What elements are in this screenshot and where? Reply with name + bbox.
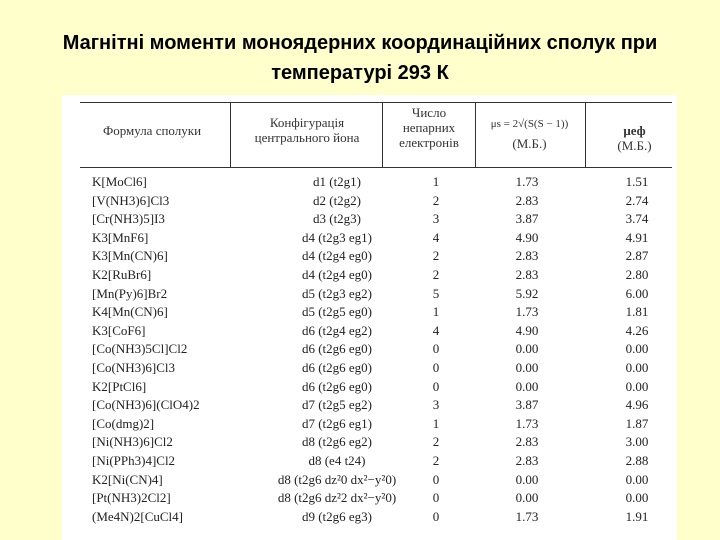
mu-eff-cell: 0.00 bbox=[625, 360, 649, 375]
mu-eff-cell: 0.00 bbox=[625, 378, 649, 394]
table-row bbox=[62, 173, 677, 191]
formula-cell: [V(NH3)6]Cl3 bbox=[92, 192, 170, 208]
mu-eff-cell: 1.81 bbox=[625, 304, 649, 320]
mu-s-cell: 0.00 bbox=[515, 341, 539, 357]
formula-cell: K2[Ni(CN)4] bbox=[92, 471, 163, 487]
table-row bbox=[62, 452, 677, 470]
mu-eff-cell: 2.88 bbox=[625, 453, 649, 468]
config-cell: d4 (t2g4 eg0) bbox=[301, 267, 373, 282]
mu-s-cell: 1.73 bbox=[515, 415, 539, 431]
config-cell: d6 (t2g6 eg0) bbox=[301, 378, 373, 394]
unpaired-cell: 3 bbox=[432, 397, 440, 413]
formula-cell: [Pt(NH3)2Cl2] bbox=[92, 490, 171, 506]
header-mu-s bbox=[477, 117, 582, 151]
unpaired-cell: 0 bbox=[432, 341, 440, 357]
mu-s-cell: 3.87 bbox=[515, 211, 539, 227]
table-row bbox=[62, 489, 677, 507]
mu-eff-cell: 1.87 bbox=[625, 415, 649, 431]
header-unpaired bbox=[384, 105, 474, 150]
unpaired-cell: 4 bbox=[432, 322, 440, 338]
formula-cell: (Me4N)2[CuCl4] bbox=[92, 508, 183, 524]
mu-eff-cell: 6.00 bbox=[625, 285, 649, 301]
config-cell: d8 (t2g6 eg2) bbox=[301, 434, 373, 450]
config-cell: d8 (t2g6 dz²2 dx²−y²0) bbox=[277, 490, 397, 506]
formula-cell: [Ni(NH3)6]Cl2 bbox=[92, 434, 173, 450]
header-config-line2: центрального йона bbox=[254, 130, 360, 145]
header-divider-3 bbox=[475, 102, 476, 167]
mu-eff-cell: 4.26 bbox=[625, 322, 649, 338]
mu-eff-cell: 1.91 bbox=[625, 508, 649, 524]
unpaired-cell: 1 bbox=[432, 304, 440, 320]
mu-s-cell: 0.00 bbox=[515, 378, 539, 394]
table-row bbox=[62, 471, 677, 489]
unpaired-cell: 4 bbox=[432, 229, 440, 245]
config-cell: d5 (t2g5 eg0) bbox=[301, 304, 373, 320]
mu-s-cell: 1.73 bbox=[515, 174, 539, 189]
mu-s-cell: 2.83 bbox=[515, 453, 539, 468]
config-cell: d4 (t2g4 eg0) bbox=[301, 248, 373, 264]
unpaired-cell: 3 bbox=[432, 211, 440, 227]
table-row bbox=[62, 285, 677, 303]
header-mu-eff-symbol: μеф bbox=[623, 123, 646, 138]
config-cell: d6 (t2g6 eg0) bbox=[301, 341, 373, 357]
config-cell: d7 (t2g6 eg1) bbox=[301, 415, 373, 431]
mu-s-cell: 2.83 bbox=[515, 267, 539, 282]
config-cell: d4 (t2g3 eg1) bbox=[301, 229, 373, 245]
mu-eff-cell: 4.96 bbox=[625, 397, 649, 413]
formula-cell: [Co(NH3)6]Cl3 bbox=[92, 360, 176, 375]
mu-s-cell: 1.73 bbox=[515, 508, 539, 524]
table-row bbox=[62, 415, 677, 433]
table-row bbox=[62, 508, 677, 526]
mu-eff-cell: 2.74 bbox=[625, 192, 649, 208]
formula-cell: K4[Mn(CN)6] bbox=[92, 304, 168, 320]
formula-cell: [Co(NH3)5Cl]Cl2 bbox=[92, 341, 188, 357]
mu-s-cell: 5.92 bbox=[515, 285, 539, 301]
config-cell: d8 (t2g6 dz²0 dx²−y²0) bbox=[277, 471, 397, 487]
config-cell: d9 (t2g6 eg3) bbox=[301, 508, 373, 524]
unpaired-cell: 2 bbox=[432, 192, 440, 208]
table-row bbox=[62, 266, 677, 284]
config-cell: d5 (t2g3 eg2) bbox=[301, 285, 373, 301]
header-divider-2 bbox=[382, 102, 383, 167]
mu-eff-cell: 3.74 bbox=[625, 211, 649, 227]
unpaired-cell: 0 bbox=[432, 490, 440, 506]
unpaired-cell: 2 bbox=[432, 453, 440, 468]
mu-s-cell: 4.90 bbox=[515, 229, 539, 245]
formula-cell: K3[Mn(CN)6] bbox=[92, 248, 168, 264]
mu-eff-cell: 3.00 bbox=[625, 434, 649, 450]
config-cell: d6 (t2g4 eg2) bbox=[301, 322, 373, 338]
mu-eff-cell: 0.00 bbox=[625, 341, 649, 357]
mu-s-cell: 0.00 bbox=[515, 471, 539, 487]
formula-cell: K2[RuBr6] bbox=[92, 267, 152, 282]
mu-s-cell: 0.00 bbox=[515, 490, 539, 506]
mu-s-cell: 2.83 bbox=[515, 434, 539, 450]
formula-cell: [Co(NH3)6](ClO4)2 bbox=[92, 397, 200, 413]
header-unpaired-line1: Число bbox=[411, 105, 447, 120]
unpaired-cell: 0 bbox=[432, 508, 440, 524]
config-cell: d6 (t2g6 eg0) bbox=[301, 360, 373, 375]
table-row bbox=[62, 229, 677, 247]
table-row bbox=[62, 303, 677, 321]
formula-cell: K2[PtCl6] bbox=[92, 378, 147, 394]
config-cell: d8 (e4 t24) bbox=[308, 453, 366, 468]
table-row bbox=[62, 396, 677, 414]
header-unpaired-line2: непарних bbox=[402, 120, 456, 135]
mu-eff-cell: 4.91 bbox=[625, 229, 649, 245]
unpaired-cell: 0 bbox=[432, 360, 440, 375]
formula-cell: [Co(dmg)2] bbox=[92, 415, 155, 431]
header-mu-eff-unit: (М.Б.) bbox=[617, 138, 652, 153]
unpaired-cell: 2 bbox=[432, 434, 440, 450]
mu-s-cell: 3.87 bbox=[515, 397, 539, 413]
unpaired-cell: 0 bbox=[432, 471, 440, 487]
table-row bbox=[62, 340, 677, 358]
header-config-line1: Конфігурація bbox=[269, 115, 345, 130]
table-row bbox=[62, 322, 677, 340]
mu-s-cell: 0.00 bbox=[515, 360, 539, 375]
formula-cell: K3[MnF6] bbox=[92, 229, 149, 245]
config-cell: d3 (t2g3) bbox=[312, 211, 362, 227]
unpaired-cell: 2 bbox=[432, 248, 440, 264]
config-cell: d7 (t2g5 eg2) bbox=[301, 397, 373, 413]
unpaired-cell: 1 bbox=[432, 174, 440, 189]
header-bottom-rule bbox=[80, 167, 672, 168]
header-mu-eff bbox=[597, 123, 672, 153]
config-cell: d1 (t2g1) bbox=[312, 174, 362, 189]
mu-s-cell: 2.83 bbox=[515, 192, 539, 208]
unpaired-cell: 2 bbox=[432, 267, 440, 282]
table-row bbox=[62, 359, 677, 377]
header-mu-s-formula: μs = 2√(S(S − 1)) bbox=[490, 118, 569, 130]
mu-eff-cell: 0.00 bbox=[625, 490, 649, 506]
formula-cell: K3[CoF6] bbox=[92, 322, 146, 338]
table-row bbox=[62, 210, 677, 228]
header-config bbox=[237, 115, 377, 145]
table-row bbox=[62, 192, 677, 210]
header-divider-1 bbox=[230, 102, 231, 167]
unpaired-cell: 1 bbox=[432, 415, 440, 431]
mu-s-cell: 2.83 bbox=[515, 248, 539, 264]
unpaired-cell: 5 bbox=[432, 285, 440, 301]
mu-eff-cell: 1.51 bbox=[625, 174, 649, 189]
table-row bbox=[62, 247, 677, 265]
header-unpaired-line3: електронів bbox=[399, 135, 459, 150]
mu-s-cell: 4.90 bbox=[515, 322, 539, 338]
mu-eff-cell: 2.80 bbox=[625, 267, 649, 282]
header-mu-s-unit: (М.Б.) bbox=[512, 136, 547, 151]
page-title: Магнітні моменти моноядерних координаційних сполук при температурі 293 К bbox=[62, 32, 658, 84]
unpaired-cell: 0 bbox=[432, 378, 440, 394]
table-panel bbox=[62, 95, 677, 540]
table-row bbox=[62, 433, 677, 451]
mu-s-cell: 1.73 bbox=[515, 304, 539, 320]
header-formula: Формула сполуки bbox=[102, 123, 202, 138]
formula-cell: [Mn(Py)6]Br2 bbox=[92, 285, 168, 301]
header-top-rule bbox=[80, 102, 672, 103]
mu-eff-cell: 0.00 bbox=[625, 471, 649, 487]
formula-cell: [Ni(PPh3)4]Cl2 bbox=[92, 453, 176, 468]
config-cell: d2 (t2g2) bbox=[312, 192, 362, 208]
mu-eff-cell: 2.87 bbox=[625, 248, 649, 264]
formula-cell: [Cr(NH3)5]I3 bbox=[92, 211, 165, 227]
table-row bbox=[62, 378, 677, 396]
header-divider-4 bbox=[585, 102, 586, 167]
formula-cell: K[MoCl6] bbox=[92, 174, 147, 189]
